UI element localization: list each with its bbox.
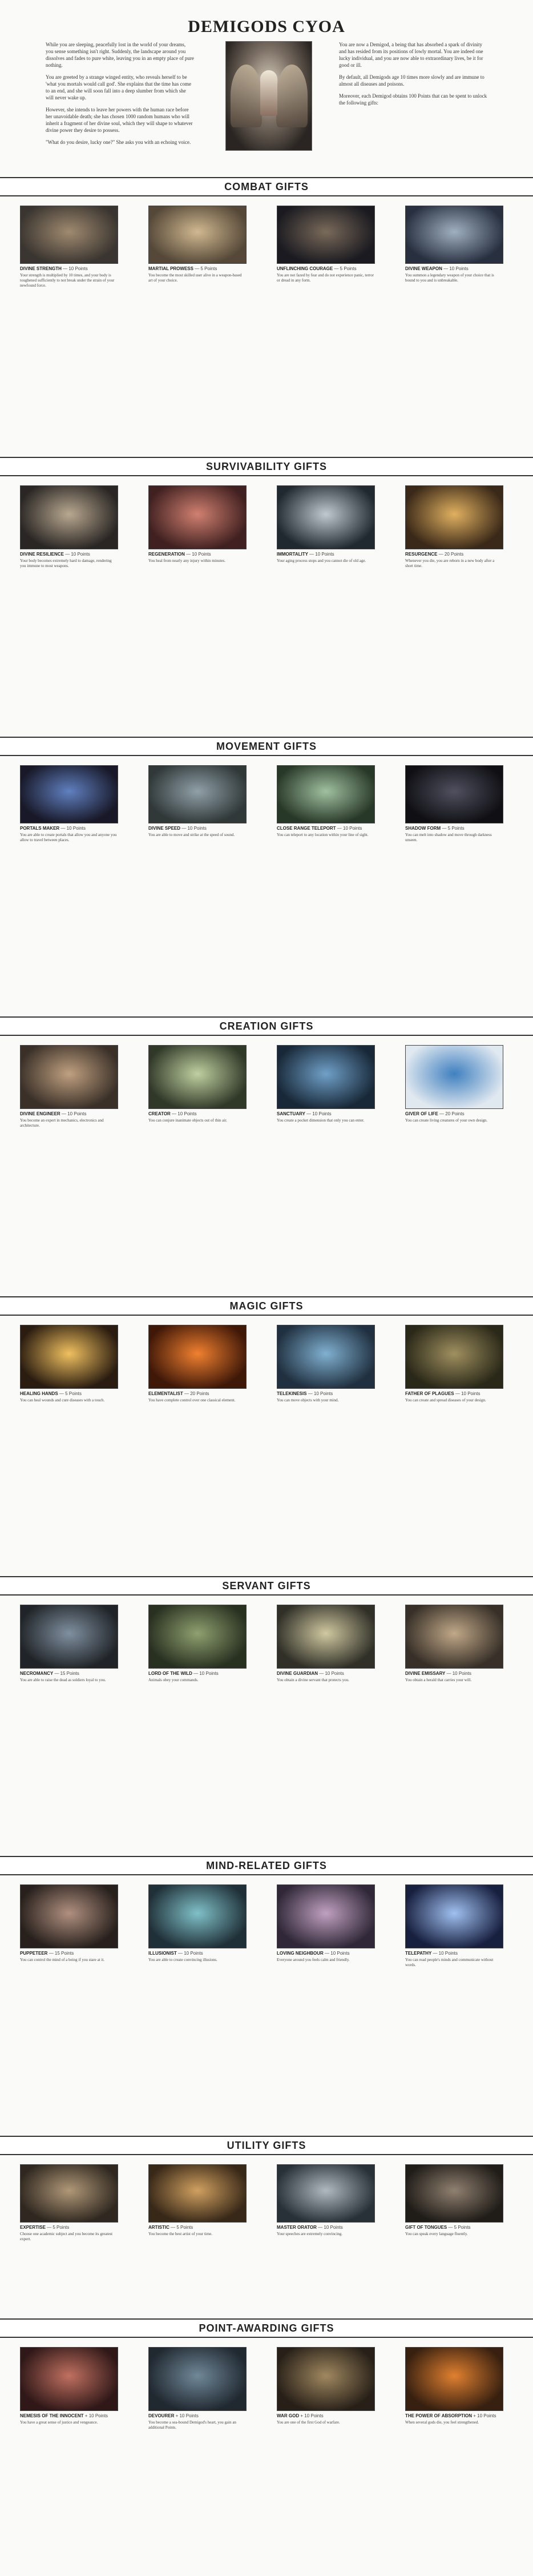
gift-name	[405, 2225, 502, 2230]
gift-name	[148, 1391, 245, 1396]
gift-title: UNFLINCHING COURAGE	[277, 266, 334, 271]
gift-title: DIVINE RESILIENCE	[20, 552, 66, 557]
gift-card[interactable]	[405, 206, 502, 283]
gift-description: You are able to create convincing illusions.	[148, 1958, 217, 1962]
gift-illustration	[405, 2164, 503, 2223]
gift-description: You have a great sense of justice and vengeance.	[20, 2420, 98, 2425]
gift-name	[20, 826, 117, 831]
gift-title: DIVINE STRENGTH	[20, 266, 63, 271]
gift-title: TELEPATHY	[405, 1951, 433, 1956]
gift-cost: + 10 Points	[84, 2413, 108, 2418]
gift-illustration	[277, 1325, 375, 1389]
gift-card[interactable]	[148, 1884, 245, 1963]
gift-cost: — 5 Points	[171, 2225, 193, 2230]
gift-card[interactable]	[20, 206, 117, 288]
gift-cost: — 10 Points	[306, 1111, 332, 1116]
gift-title: GIVER OF LIFE	[405, 1111, 440, 1116]
gift-illustration	[20, 485, 118, 549]
gift-cost: — 10 Points	[319, 1671, 344, 1676]
gift-description: You can heal wounds and cure diseases with a touch.	[20, 1398, 105, 1402]
gift-card[interactable]	[277, 485, 374, 564]
gift-cost: — 10 Points	[325, 1951, 350, 1956]
gift-description: You can conjure inanimate objects out of thin air.	[148, 1118, 227, 1123]
gift-cost: — 5 Points	[47, 2225, 70, 2230]
gift-cost: — 10 Points	[65, 552, 90, 557]
section-header: MAGIC GIFTS	[0, 1296, 533, 1316]
gift-illustration	[277, 765, 375, 823]
gift-title: ARTISTIC	[148, 2225, 171, 2230]
gift-description: You can create living creatures of your own design.	[405, 1118, 488, 1123]
gift-title: IMMORTALITY	[277, 552, 310, 557]
gift-illustration	[405, 765, 503, 823]
gift-cost: — 10 Points	[308, 1391, 333, 1396]
winged-entity-figure	[260, 70, 277, 116]
gift-description: You heal from nearly any injury within minutes.	[148, 558, 225, 563]
gift-name	[277, 2413, 374, 2418]
intro-paragraph: You are greeted by a strange winged entity, who reveals herself to be 'what you mortals would call god'. She explains that the time has come to an end, and she will soon fall into a deep slumber from which she will never wake up.	[46, 74, 191, 101]
gift-illustration	[20, 1045, 118, 1109]
gift-cost: — 10 Points	[443, 266, 469, 271]
gift-name	[20, 1111, 117, 1116]
gift-name	[148, 826, 245, 831]
right-wing	[276, 65, 308, 127]
gift-title: REGENERATION	[148, 552, 187, 557]
gift-cost: + 10 Points	[300, 2413, 324, 2418]
gift-name	[277, 266, 374, 271]
gift-cost: — 10 Points	[172, 1111, 197, 1116]
gift-card[interactable]	[277, 1045, 374, 1123]
gift-illustration	[277, 2347, 375, 2411]
gift-card[interactable]	[277, 1325, 374, 1403]
gift-title: NEMESIS OF THE INNOCENT	[20, 2413, 85, 2418]
gift-card[interactable]	[20, 2347, 117, 2425]
gift-card[interactable]	[277, 2164, 374, 2237]
gift-name	[148, 552, 245, 557]
gift-illustration	[148, 1325, 247, 1389]
gift-card[interactable]	[405, 485, 502, 569]
gift-description: You are one of the first God of warfare.	[277, 2420, 340, 2425]
gift-card[interactable]	[20, 2164, 117, 2242]
gift-title: WAR GOD	[277, 2413, 301, 2418]
gift-cost: + 10 Points	[473, 2413, 496, 2418]
gift-illustration	[20, 206, 118, 264]
intro-right	[339, 41, 487, 111]
gift-description: Your aging process stops and you cannot die of old age.	[277, 558, 366, 563]
gift-illustration	[148, 1884, 247, 1948]
gift-cost: — 10 Points	[61, 1111, 87, 1116]
gift-cost: — 5 Points	[59, 1391, 82, 1396]
gift-description: You can read people's minds and communicate without words.	[405, 1958, 494, 1967]
gift-card[interactable]	[277, 2347, 374, 2425]
gift-title: DEVOURER	[148, 2413, 176, 2418]
gift-name	[277, 552, 374, 557]
gift-title: GIFT OF TONGUES	[405, 2225, 449, 2230]
gift-card[interactable]	[405, 1325, 502, 1403]
gift-illustration	[277, 206, 375, 264]
gift-illustration	[20, 2347, 118, 2411]
gift-description: Your strength is multiplied by 10 times, and your body is toughened sufficiently to not break under the strain of your newfound force.	[20, 273, 115, 288]
gift-illustration	[20, 1325, 118, 1389]
gift-cost: — 15 Points	[54, 1671, 79, 1676]
gift-illustration	[405, 2347, 503, 2411]
gift-title: SANCTUARY	[277, 1111, 307, 1116]
gift-description: Animals obey your commands.	[148, 1678, 199, 1682]
gift-illustration	[277, 1884, 375, 1948]
intro-paragraph: While you are sleeping, peacefully lost in the world of your dreams, you sense something isn't right. Suddenly, the landscape around you dissolves and fades to pure white, leaving you in an empty place of pure nothing.	[46, 42, 194, 68]
gift-name	[148, 2413, 245, 2418]
gift-card[interactable]	[20, 1325, 117, 1403]
gift-description: Everyone around you feels calm and friendly.	[277, 1958, 350, 1962]
gift-title: HEALING HANDS	[20, 1391, 59, 1396]
gift-name	[277, 1111, 374, 1116]
gift-card[interactable]	[20, 1884, 117, 1963]
gift-title: FATHER OF PLAGUES	[405, 1391, 455, 1396]
gift-illustration	[405, 1884, 503, 1948]
gift-card[interactable]	[405, 1884, 502, 1968]
gift-illustration	[405, 1325, 503, 1389]
gift-illustration	[277, 2164, 375, 2223]
gift-title: DIVINE SPEED	[148, 826, 182, 831]
gift-illustration	[148, 2347, 247, 2411]
section-header: MOVEMENT GIFTS	[0, 737, 533, 756]
gift-title: LORD OF THE WILD	[148, 1671, 194, 1676]
gift-cost: — 5 Points	[195, 266, 217, 271]
gift-card[interactable]	[148, 1605, 245, 1683]
gift-name	[277, 826, 374, 831]
gift-description: Your speeches are extremely convincing.	[277, 2232, 342, 2236]
gift-title: RESURGENCE	[405, 552, 439, 557]
gift-title: MARTIAL PROWESS	[148, 266, 195, 271]
gift-description: You can teleport to any location within your line of sight.	[277, 833, 369, 837]
gift-description: You become the most skilled user alive in a weapon-based art of your choice.	[148, 273, 242, 283]
hero-angel-image	[225, 41, 312, 151]
gift-illustration	[20, 1884, 118, 1948]
page-title: DEMIGODS CYOA	[188, 17, 345, 36]
gift-description: Whenever you die, you are reborn in a new body after a short time.	[405, 558, 495, 568]
section-header: POINT-AWARDING GIFTS	[0, 2318, 533, 2338]
gift-title: NECROMANCY	[20, 1671, 55, 1676]
gift-card[interactable]	[405, 2347, 502, 2425]
gift-card[interactable]	[405, 1045, 502, 1123]
gift-name	[405, 1671, 502, 1676]
gift-title: DIVINE GUARDIAN	[277, 1671, 320, 1676]
gift-title: ELEMENTALIST	[148, 1391, 184, 1396]
gift-cost: — 20 Points	[439, 1111, 465, 1116]
gift-illustration	[405, 206, 503, 264]
gift-title: DIVINE ENGINEER	[20, 1111, 62, 1116]
gift-card[interactable]	[148, 765, 245, 838]
gift-illustration	[148, 765, 247, 823]
gift-illustration	[148, 1605, 247, 1669]
gift-description: You can speak every language fluently.	[405, 2232, 468, 2236]
gift-name	[20, 266, 117, 271]
gift-description: You are not fazed by fear and do not experience panic, terror or dread in any form.	[277, 273, 374, 283]
gift-title: EXPERTISE	[20, 2225, 47, 2230]
gift-name	[148, 1671, 245, 1676]
gift-cost: — 10 Points	[455, 1391, 480, 1396]
intro-paragraph: However, she intends to leave her powers with the human race before her unavoidable death; she has chosen 1000 random humans who will inherit a fragment of her divine soul, which they will shape to whatever divine power they desire to possess.	[46, 107, 193, 133]
gift-description: You can create and spread diseases of your design.	[405, 1398, 486, 1402]
gift-description: You can move objects with your mind.	[277, 1398, 339, 1402]
gift-name	[405, 2413, 502, 2418]
gift-description: You can control the mind of a being if you stare at it.	[20, 1958, 105, 1962]
gift-title: LOVING NEIGHBOUR	[277, 1951, 325, 1956]
gift-name	[20, 1671, 117, 1676]
gift-name	[277, 2225, 374, 2230]
gift-title: THE POWER OF ABSORPTION	[405, 2413, 474, 2418]
gift-cost: — 10 Points	[446, 1671, 472, 1676]
gift-name	[148, 1951, 245, 1956]
gift-cost: — 10 Points	[186, 552, 211, 557]
gift-cost: — 5 Points	[442, 826, 465, 831]
intro-left	[46, 41, 194, 151]
gift-illustration	[148, 1045, 247, 1109]
gift-card[interactable]	[148, 2347, 245, 2430]
gift-card[interactable]	[20, 1045, 117, 1128]
gift-name	[405, 1951, 502, 1956]
gift-illustration	[405, 1605, 503, 1669]
gift-name	[20, 1951, 117, 1956]
gift-name	[148, 266, 245, 271]
gift-illustration	[405, 485, 503, 549]
gift-card[interactable]	[20, 765, 117, 843]
gift-card[interactable]	[20, 485, 117, 569]
gift-illustration	[20, 2164, 118, 2223]
gift-title: PUPPETEER	[20, 1951, 49, 1956]
gift-title: MASTER ORATOR	[277, 2225, 318, 2230]
gift-title: TELEKINESIS	[277, 1391, 308, 1396]
intro-paragraph: Moreover, each Demigod obtains 100 Points that can be spent to unlock the following gifts:	[339, 93, 487, 106]
gift-cost: — 10 Points	[318, 2225, 343, 2230]
gift-card[interactable]	[148, 206, 245, 283]
gift-name	[277, 1671, 374, 1676]
gift-illustration	[20, 765, 118, 823]
gift-card[interactable]	[20, 1605, 117, 1683]
gift-cost: — 15 Points	[49, 1951, 74, 1956]
gift-card[interactable]	[405, 2164, 502, 2237]
section-header: MIND-RELATED GIFTS	[0, 1856, 533, 1875]
gift-title: ILLUSIONIST	[148, 1951, 178, 1956]
gift-cost: — 10 Points	[181, 826, 207, 831]
gift-cost: — 10 Points	[63, 266, 88, 271]
gift-illustration	[277, 485, 375, 549]
section-header: SURVIVABILITY GIFTS	[0, 457, 533, 476]
gift-name	[20, 2413, 117, 2418]
gift-name	[20, 1391, 117, 1396]
gift-cost: — 10 Points	[433, 1951, 458, 1956]
gift-description: You are able to raise the dead as soldiers loyal to you.	[20, 1678, 106, 1682]
gift-name	[405, 1111, 502, 1116]
gift-card[interactable]	[148, 2164, 245, 2237]
gift-description: You are able to move and strike at the speed of sound.	[148, 833, 235, 837]
gift-cost: — 10 Points	[309, 552, 334, 557]
gift-description: You have complete control over one classical element.	[148, 1398, 236, 1402]
gift-title: DIVINE WEAPON	[405, 266, 444, 271]
gift-name	[148, 1111, 245, 1116]
gift-name	[405, 552, 502, 557]
gift-cost: — 20 Points	[438, 552, 464, 557]
gift-illustration	[148, 2164, 247, 2223]
gift-title: CLOSE RANGE TELEPORT	[277, 826, 337, 831]
gift-name	[405, 266, 502, 271]
gift-card[interactable]	[405, 1605, 502, 1683]
section-header: CREATION GIFTS	[0, 1016, 533, 1036]
gift-name	[20, 2225, 117, 2230]
gift-description: Choose one academic subject and you become its greatest expert.	[20, 2232, 113, 2241]
gift-cost: — 10 Points	[193, 1671, 219, 1676]
gift-card[interactable]	[277, 1884, 374, 1963]
gift-description: When several gods die, you feel strengthened.	[405, 2420, 479, 2425]
gift-card[interactable]	[277, 765, 374, 838]
gift-card[interactable]	[148, 1045, 245, 1123]
gift-illustration	[277, 1045, 375, 1109]
gift-illustration	[148, 206, 247, 264]
gift-name	[148, 2225, 245, 2230]
gift-illustration	[405, 1045, 503, 1109]
gift-name	[405, 826, 502, 831]
gift-card[interactable]	[148, 485, 245, 564]
gift-title: PORTALS MAKER	[20, 826, 61, 831]
gift-cost: — 5 Points	[448, 2225, 471, 2230]
intro-paragraph: "What do you desire, lucky one?" She asks you with an echoing voice.	[46, 139, 191, 145]
gift-cost: — 5 Points	[334, 266, 357, 271]
gift-illustration	[277, 1605, 375, 1669]
intro-paragraph: By default, all Demigods age 10 times more slowly and are immune to almost all diseases and poisons.	[339, 74, 484, 87]
section-header: UTILITY GIFTS	[0, 2136, 533, 2155]
gift-description: You summon a legendary weapon of your choice that is bound to you and is unbreakable.	[405, 273, 494, 283]
gift-illustration	[20, 1605, 118, 1669]
gift-card[interactable]	[148, 1325, 245, 1403]
gift-description: You are able to create portals that allow you and anyone you allow to travel between places.	[20, 833, 117, 842]
gift-name	[277, 1391, 374, 1396]
gift-title: CREATOR	[148, 1111, 172, 1116]
gift-description: You become a sea-bound Demigod's heart, you gain an additional Points.	[148, 2420, 236, 2430]
gift-description: You obtain a divine servant that protects you.	[277, 1678, 349, 1682]
gift-cost: + 10 Points	[175, 2413, 199, 2418]
gift-illustration	[148, 485, 247, 549]
gift-description: You become an expert in mechanics, electronics and architecture.	[20, 1118, 104, 1128]
gift-name	[20, 552, 117, 557]
gift-name	[405, 1391, 502, 1396]
gift-cost: — 10 Points	[337, 826, 362, 831]
gift-description: You become the best artist of your time.	[148, 2232, 213, 2236]
gift-card[interactable]	[405, 765, 502, 843]
gift-name	[277, 1951, 374, 1956]
gift-cost: — 10 Points	[60, 826, 86, 831]
gift-title: SHADOW FORM	[405, 826, 442, 831]
gift-card[interactable]	[277, 206, 374, 283]
gift-description: You can melt into shadow and move through darkness unseen.	[405, 833, 492, 842]
gift-description: You create a pocket dimension that only you can enter.	[277, 1118, 365, 1123]
left-wing	[231, 65, 262, 127]
gift-cost: — 10 Points	[178, 1951, 203, 1956]
gift-cost: — 20 Points	[184, 1391, 209, 1396]
intro-paragraph: You are now a Demigod, a being that has absorbed a spark of divinity and has resided from its positions of lowly mortal. You are indeed one lucky individual, and you are now able to extraordinary lives, be it for good or ill.	[339, 42, 483, 68]
gift-card[interactable]	[277, 1605, 374, 1683]
section-header: COMBAT GIFTS	[0, 177, 533, 196]
gift-description: You obtain a herald that carries your will.	[405, 1678, 472, 1682]
gift-description: Your body becomes extremely hard to damage, rendering you immune to most weapons.	[20, 558, 112, 568]
section-header: SERVANT GIFTS	[0, 1576, 533, 1596]
gift-title: DIVINE EMISSARY	[405, 1671, 447, 1676]
